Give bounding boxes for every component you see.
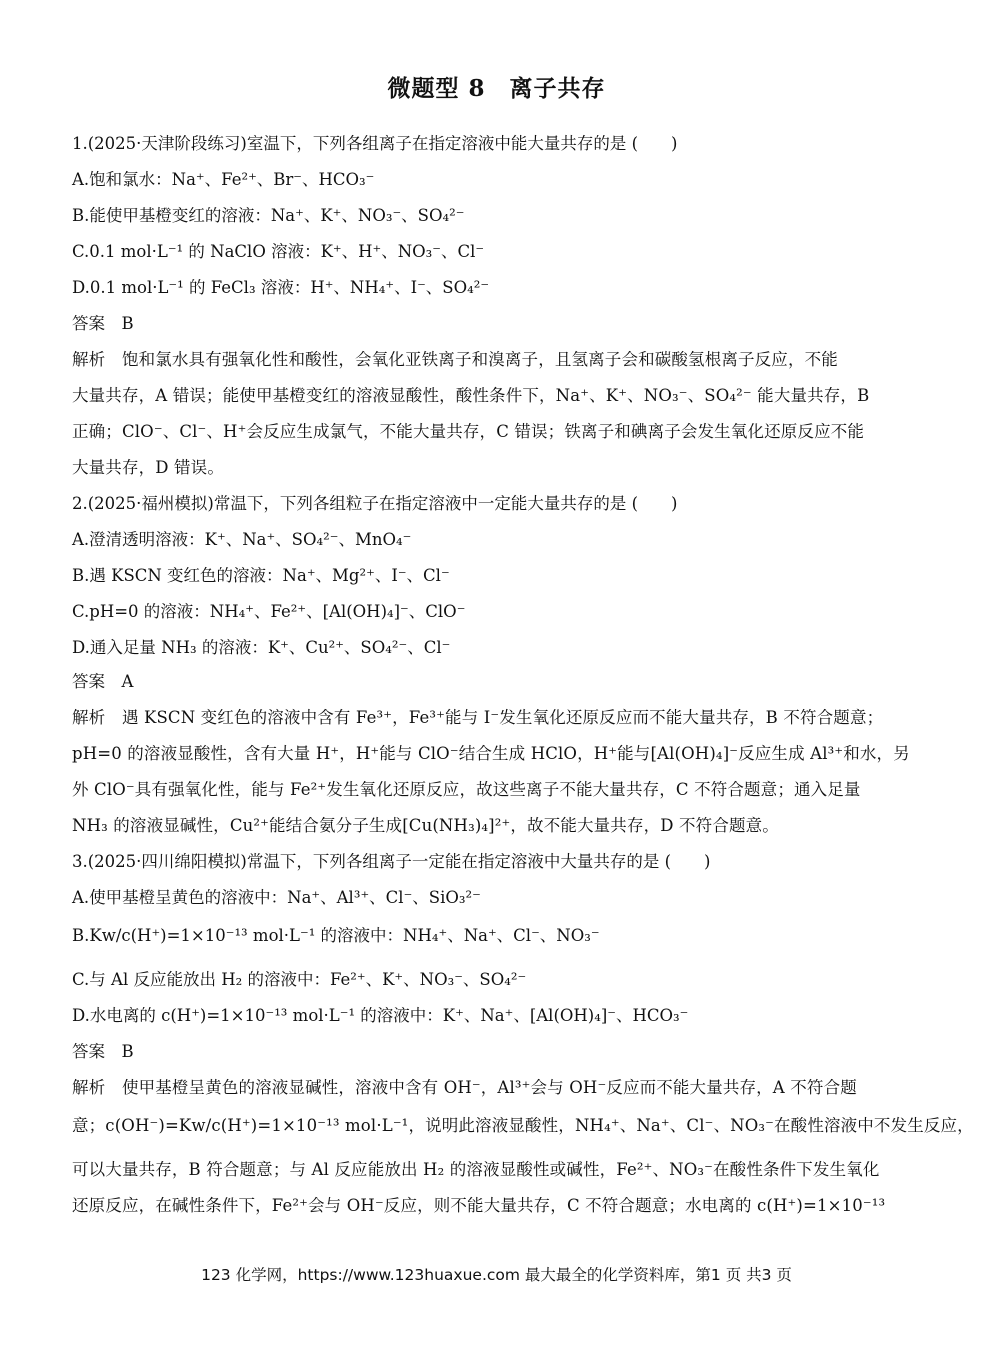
question-1-analysis-line: 正确；ClO⁻、Cl⁻、H⁺会反应生成氯气，不能大量共存，C 错误；铁离子和碘离子会发生氧化还原反应不能	[72, 422, 865, 441]
question-1-option-a: A.饱和氯水：Na⁺、Fe²⁺、Br⁻、HCO₃⁻	[72, 170, 375, 189]
question-2-analysis-line: 解析 遇 KSCN 变红色的溶液中含有 Fe³⁺，Fe³⁺能与 I⁻发生氧化还原反应而不能大量共存，B 不符合题意；	[72, 708, 884, 727]
question-2-analysis-line: 外 ClO⁻具有强氧化性，能与 Fe²⁺发生氧化还原反应，故这些离子不能大量共存，C 不符合题意；通入足量	[72, 780, 861, 799]
question-1-analysis-line: 大量共存，A 错误；能使甲基橙变红的溶液显酸性，酸性条件下，Na⁺、K⁺、NO₃⁻、SO₄²⁻ 能大量共存，B	[72, 386, 870, 405]
question-1-option-d: D.0.1 mol·L⁻¹ 的 FeCl₃ 溶液：H⁺、NH₄⁺、I⁻、SO₄²⁻	[72, 278, 490, 297]
question-2-analysis-line: pH=0 的溶液显酸性，含有大量 H⁺，H⁺能与 ClO⁻结合生成 HClO，H⁺能与[Al(OH)₄]⁻反应生成 Al³⁺和水，另	[72, 744, 910, 763]
question-2-analysis-line: NH₃ 的溶液显碱性，Cu²⁺能结合氨分子生成[Cu(NH₃)₄]²⁺，故不能大量共存，D 不符合题意。	[72, 816, 779, 835]
question-2-option-c: C.pH=0 的溶液：NH₄⁺、Fe²⁺、[Al(OH)₄]⁻、ClO⁻	[72, 602, 466, 621]
question-1-analysis-line: 大量共存，D 错误。	[72, 458, 224, 477]
question-3-option-a: A.使甲基橙呈黄色的溶液中：Na⁺、Al³⁺、Cl⁻、SiO₃²⁻	[72, 888, 481, 907]
page-title: 微题型 8 离子共存	[387, 75, 606, 102]
question-3-analysis-line: 还原反应，在碱性条件下，Fe²⁺会与 OH⁻反应，则不能大量共存，C 不符合题意；水电离的 c(H⁺)=1×10⁻¹³	[72, 1196, 886, 1215]
question-3-analysis-line: 可以大量共存，B 符合题意；与 Al 反应能放出 H₂ 的溶液显酸性或碱性，Fe²⁺、NO₃⁻在酸性条件下发生氧化	[72, 1160, 880, 1179]
question-2-answer: 答案 A	[72, 672, 134, 691]
question-2-option-b: B.遇 KSCN 变红色的溶液：Na⁺、Mg²⁺、I⁻、Cl⁻	[72, 566, 450, 585]
question-1-analysis-line: 解析 饱和氯水具有强氧化性和酸性，会氧化亚铁离子和溴离子，且氢离子会和碳酸氢根离子反应，不能	[72, 350, 838, 369]
question-3-option-d: D.水电离的 c(H⁺)=1×10⁻¹³ mol·L⁻¹ 的溶液中：K⁺、Na⁺、[Al(OH)₄]⁻、HCO₃⁻	[72, 1006, 689, 1025]
question-3-option-c: C.与 Al 反应能放出 H₂ 的溶液中：Fe²⁺、K⁺、NO₃⁻、SO₄²⁻	[72, 970, 527, 989]
question-1-option-b: B.能使甲基橙变红的溶液：Na⁺、K⁺、NO₃⁻、SO₄²⁻	[72, 206, 465, 225]
question-3-answer: 答案 B	[72, 1042, 134, 1061]
question-1-stem: 1.(2025·天津阶段练习)室温下，下列各组离子在指定溶液中能大量共存的是 ( )	[72, 134, 678, 153]
question-2-stem: 2.(2025·福州模拟)常温下，下列各组粒子在指定溶液中一定能大量共存的是 ( )	[72, 494, 678, 513]
question-3-analysis-line: 解析 使甲基橙呈黄色的溶液显碱性，溶液中含有 OH⁻，Al³⁺会与 OH⁻反应而不能大量共存，A 不符合题	[72, 1078, 857, 1097]
question-3-stem: 3.(2025·四川绵阳模拟)常温下，下列各组离子一定能在指定溶液中大量共存的是 ( )	[72, 852, 711, 871]
question-3-option-b: B.Kw/c(H⁺)=1×10⁻¹³ mol·L⁻¹ 的溶液中：NH₄⁺、Na⁺、Cl⁻、NO₃⁻	[72, 926, 600, 945]
question-2-option-d: D.通入足量 NH₃ 的溶液：K⁺、Cu²⁺、SO₄²⁻、Cl⁻	[72, 638, 451, 657]
question-2-option-a: A.澄清透明溶液：K⁺、Na⁺、SO₄²⁻、MnO₄⁻	[72, 530, 412, 549]
question-1-option-c: C.0.1 mol·L⁻¹ 的 NaClO 溶液：K⁺、H⁺、NO₃⁻、Cl⁻	[72, 242, 485, 261]
page-footer: 123 化学网，https://www.123huaxue.com 最大最全的化学资料库，第1 页 共3 页	[201, 1266, 792, 1284]
question-3-analysis-line: 意；c(OH⁻)=Kw/c(H⁺)=1×10⁻¹³ mol·L⁻¹，说明此溶液显酸性，NH₄⁺、Na⁺、Cl⁻、NO₃⁻在酸性溶液中不发生反应，	[72, 1116, 974, 1135]
question-1-answer: 答案 B	[72, 314, 134, 333]
